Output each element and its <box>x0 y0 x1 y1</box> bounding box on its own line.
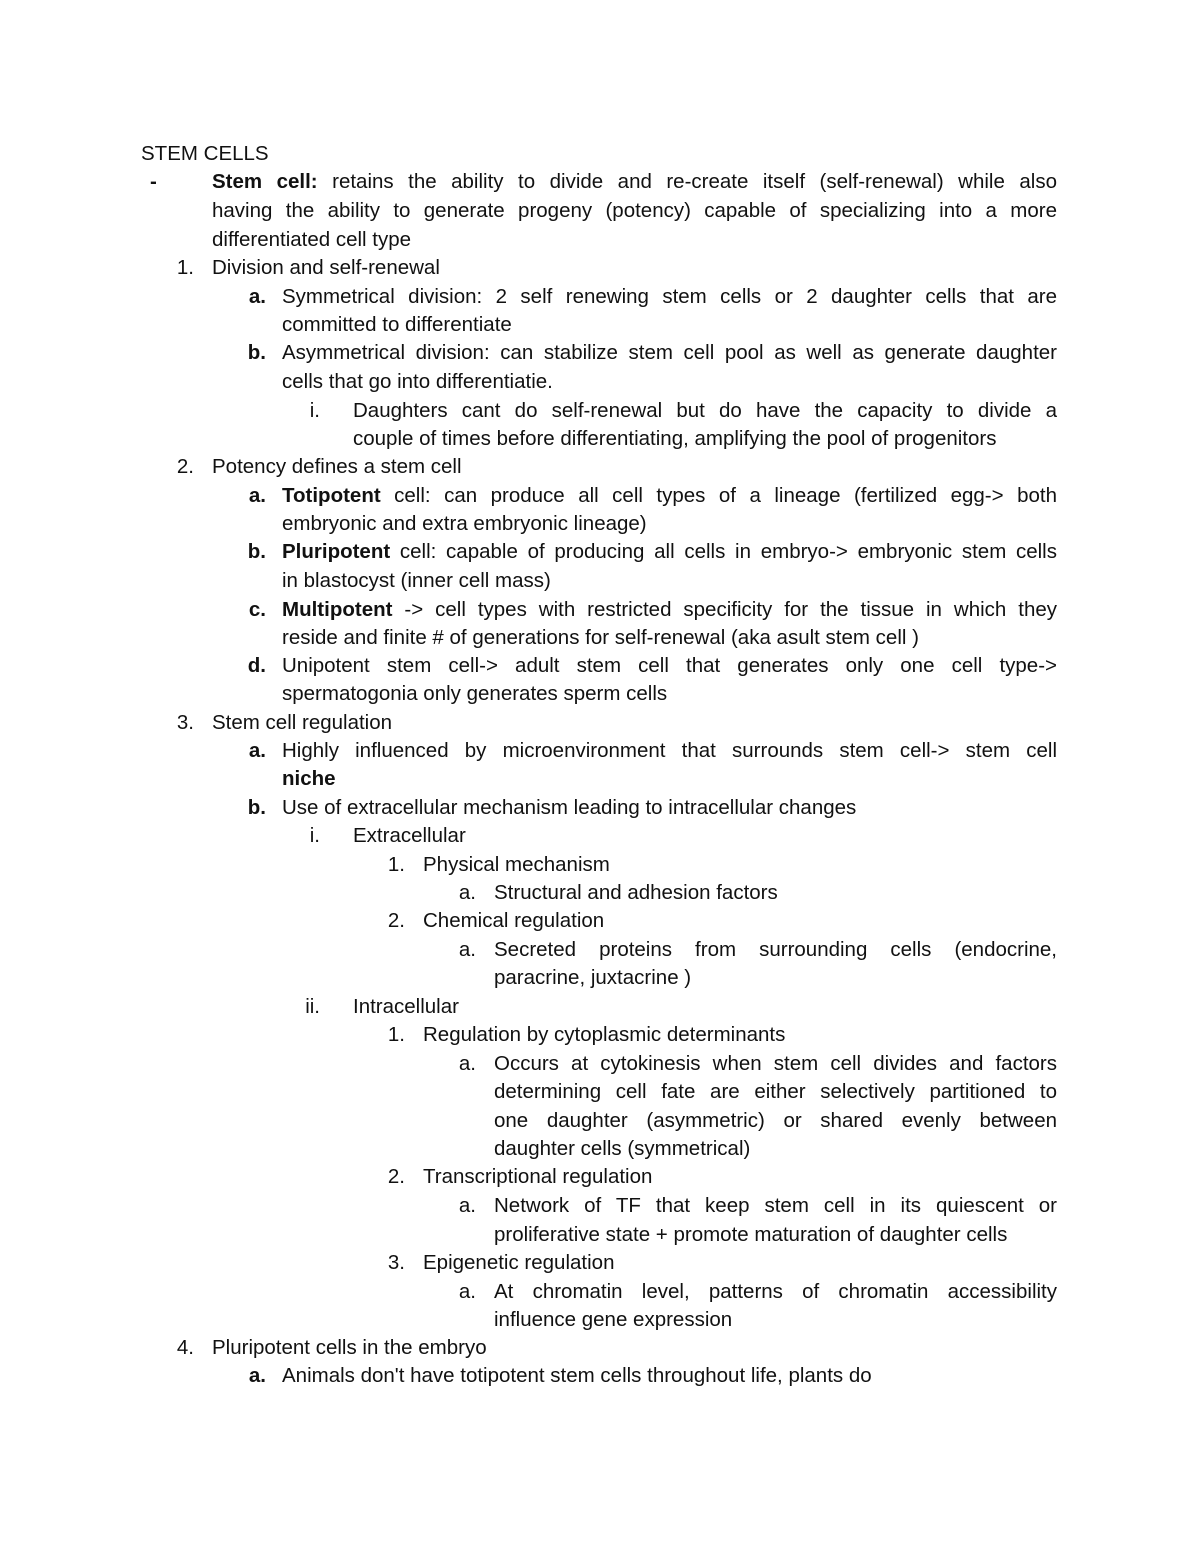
s3ii2-mark: 2. <box>387 1165 405 1188</box>
s3ii3a-line-2: influence gene expression <box>494 1308 733 1331</box>
s3a-line-1: Highly influenced by microenvironment that surrounds stem cell-> stem cell <box>282 739 1057 762</box>
s3i2-text: Chemical regulation <box>423 909 605 932</box>
s3ii3a-mark: a. <box>458 1280 476 1303</box>
s3ii2a-mark: a. <box>458 1194 476 1217</box>
s2c-term: Multipotent <box>282 598 393 621</box>
s2a-term: Totipotent <box>282 484 381 507</box>
s1a-line-1: Symmetrical division: 2 self renewing stem cells or 2 daughter cells that are <box>282 285 1057 308</box>
s1bi-line-2: couple of times before differentiating, amplifying the pool of progenitors <box>353 427 997 450</box>
s2-heading: Potency defines a stem cell <box>212 455 462 478</box>
s2d-line-1: Unipotent stem cell-> adult stem cell that generates only one cell type-> <box>282 654 1057 677</box>
s3ii1-text: Regulation by cytoplasmic determinants <box>423 1023 786 1046</box>
s3ii-text: Intracellular <box>353 995 459 1018</box>
s3ii1a-line-3: one daughter (asymmetric) or shared evenly between <box>494 1109 1057 1132</box>
s3b-mark: b. <box>247 796 266 819</box>
s4a-text: Animals don't have totipotent stem cells throughout life, plants do <box>282 1364 872 1387</box>
intro-line-3: differentiated cell type <box>212 228 412 251</box>
s3a-mark: a. <box>248 739 266 762</box>
s3ii-mark: ii. <box>305 995 320 1018</box>
s3ii1a-line-1: Occurs at cytokinesis when stem cell divides and factors <box>494 1052 1057 1075</box>
s2-number: 2. <box>176 455 194 478</box>
s1a-line-2: committed to differentiate <box>282 313 512 336</box>
s2b-term: Pluripotent <box>282 540 391 563</box>
s3b-line-1: Use of extracellular mechanism leading to intracellular changes <box>282 796 857 819</box>
s2c-line-1: Multipotent -> cell types with restricted specificity for the tissue in which they <box>282 598 1057 621</box>
s4a-mark: a. <box>248 1364 266 1387</box>
s1-heading: Division and self-renewal <box>212 256 440 279</box>
s3i1-mark: 1. <box>387 853 405 876</box>
s1bi-line-1: Daughters cant do self-renewal but do have the capacity to divide a <box>353 399 1057 422</box>
s2b-line-2: in blastocyst (inner cell mass) <box>282 569 551 592</box>
s3ii3-mark: 3. <box>387 1251 405 1274</box>
s3ii3a-line-1: At chromatin level, patterns of chromatin accessibility <box>494 1280 1057 1303</box>
s3ii1-mark: 1. <box>387 1023 405 1046</box>
s3i1-text: Physical mechanism <box>423 853 610 876</box>
s3i1a-text: Structural and adhesion factors <box>494 881 778 904</box>
s3a-term: niche <box>282 767 336 790</box>
intro-line-2: having the ability to generate progeny (potency) capable of specializing into a more <box>212 199 1057 222</box>
s2c-mark: c. <box>248 598 266 621</box>
s1b-line-2: cells that go into differentiatie. <box>282 370 553 393</box>
s3i-mark: i. <box>309 824 320 847</box>
intro-line-1: Stem cell: retains the ability to divide and re-create itself (self-renewal) while also <box>212 170 1057 193</box>
s3-heading: Stem cell regulation <box>212 711 393 734</box>
s3i2a-line-2: paracrine, juxtacrine ) <box>494 966 692 989</box>
intro-bullet: - <box>150 170 157 193</box>
s4-number: 4. <box>176 1336 194 1359</box>
s3i2a-line-1: Secreted proteins from surrounding cells (endocrine, <box>494 938 1057 961</box>
s2c-line-2: reside and finite # of generations for self-renewal (aka asult stem cell ) <box>282 626 919 649</box>
s2d-mark: d. <box>247 654 266 677</box>
intro-term: Stem cell: <box>212 170 318 193</box>
s3i-text: Extracellular <box>353 824 466 847</box>
s1b-line-1: Asymmetrical division: can stabilize stem cell pool as well as generate daughter <box>282 341 1057 364</box>
s3ii2-text: Transcriptional regulation <box>423 1165 653 1188</box>
s4-heading: Pluripotent cells in the embryo <box>212 1336 487 1359</box>
s2a-line-1: Totipotent cell: can produce all cell types of a lineage (fertilized egg-> both <box>282 484 1057 507</box>
s2a-mark: a. <box>248 484 266 507</box>
s3ii1a-line-4: daughter cells (symmetrical) <box>494 1137 751 1160</box>
s2b-line-1: Pluripotent cell: capable of producing all cells in embryo-> embryonic stem cells <box>282 540 1057 563</box>
s3ii2a-line-2: proliferative state + promote maturation of daughter cells <box>494 1223 1008 1246</box>
s3-number: 3. <box>176 711 194 734</box>
s3i1a-mark: a. <box>458 881 476 904</box>
s3ii1a-mark: a. <box>458 1052 476 1075</box>
s1-number: 1. <box>176 256 194 279</box>
s3ii2a-line-1: Network of TF that keep stem cell in its quiescent or <box>494 1194 1057 1217</box>
s2d-line-2: spermatogonia only generates sperm cells <box>282 682 668 705</box>
s2a-line-2: embryonic and extra embryonic lineage) <box>282 512 647 535</box>
s1bi-mark: i. <box>309 399 320 422</box>
s3ii1a-line-2: determining cell fate are either selectively partitioned to <box>494 1080 1057 1103</box>
s3i2a-mark: a. <box>458 938 476 961</box>
s1a-mark: a. <box>248 285 266 308</box>
s3i2-mark: 2. <box>387 909 405 932</box>
s2b-mark: b. <box>247 540 266 563</box>
document-title: STEM CELLS <box>141 142 269 165</box>
s1b-mark: b. <box>247 341 266 364</box>
s3ii3-text: Epigenetic regulation <box>423 1251 615 1274</box>
